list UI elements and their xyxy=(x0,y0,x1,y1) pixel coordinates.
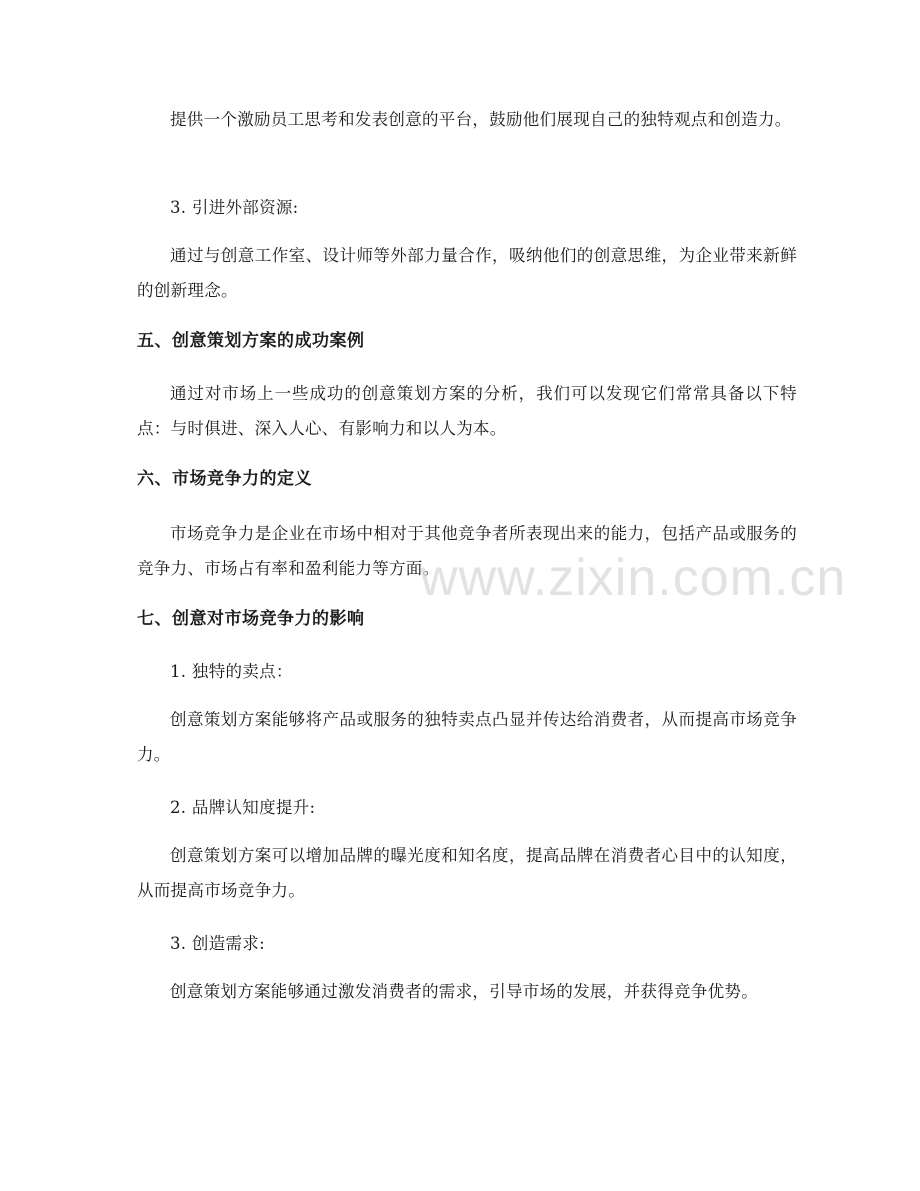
paragraph-brand-awareness: 创意策划方案可以增加品牌的曝光度和知名度，提高品牌在消费者心目中的认知度，从而提高市场竞争力。 xyxy=(137,846,797,900)
paragraph-platform: 提供一个激励员工思考和发表创意的平台，鼓励他们展现自己的独特观点和创造力。 xyxy=(170,110,792,129)
document-page xyxy=(137,0,797,1191)
list-item-external-resources: 3. 引进外部资源: xyxy=(170,198,299,217)
paragraph-success-features: 通过对市场上一些成功的创意策划方案的分析，我们可以发现它们常常具备以下特点：与时俱进、深入人心、有影响力和以人为本。 xyxy=(137,384,797,438)
watermark: www.zixin.com.cn xyxy=(420,549,847,607)
paragraph-unique-selling-point: 创意策划方案能够将产品或服务的独特卖点凸显并传达给消费者，从而提高市场竞争力。 xyxy=(137,710,797,764)
list-item-unique-selling-point: 1. 独特的卖点： xyxy=(170,662,293,681)
list-item-create-demand: 3. 创造需求: xyxy=(170,934,265,953)
section-heading-competitiveness-definition: 六、市场竞争力的定义 xyxy=(137,469,312,489)
paragraph-competitiveness-definition: 市场竞争力是企业在市场中相对于其他竞争者所表现出来的能力，包括产品或服务的竞争力、市场占有率和盈利能力等方面。 xyxy=(137,524,797,578)
paragraph-external-cooperation: 通过与创意工作室、设计师等外部力量合作，吸纳他们的创意思维，为企业带来新鲜的创新理念。 xyxy=(137,246,797,300)
list-item-brand-awareness: 2. 品牌认知度提升: xyxy=(170,798,316,817)
section-heading-creativity-impact: 七、创意对市场竞争力的影响 xyxy=(137,609,365,629)
section-heading-success-cases: 五、创意策划方案的成功案例 xyxy=(137,331,365,351)
paragraph-create-demand: 创意策划方案能够通过激发消费者的需求，引导市场的发展，并获得竞争优势。 xyxy=(170,982,758,1001)
